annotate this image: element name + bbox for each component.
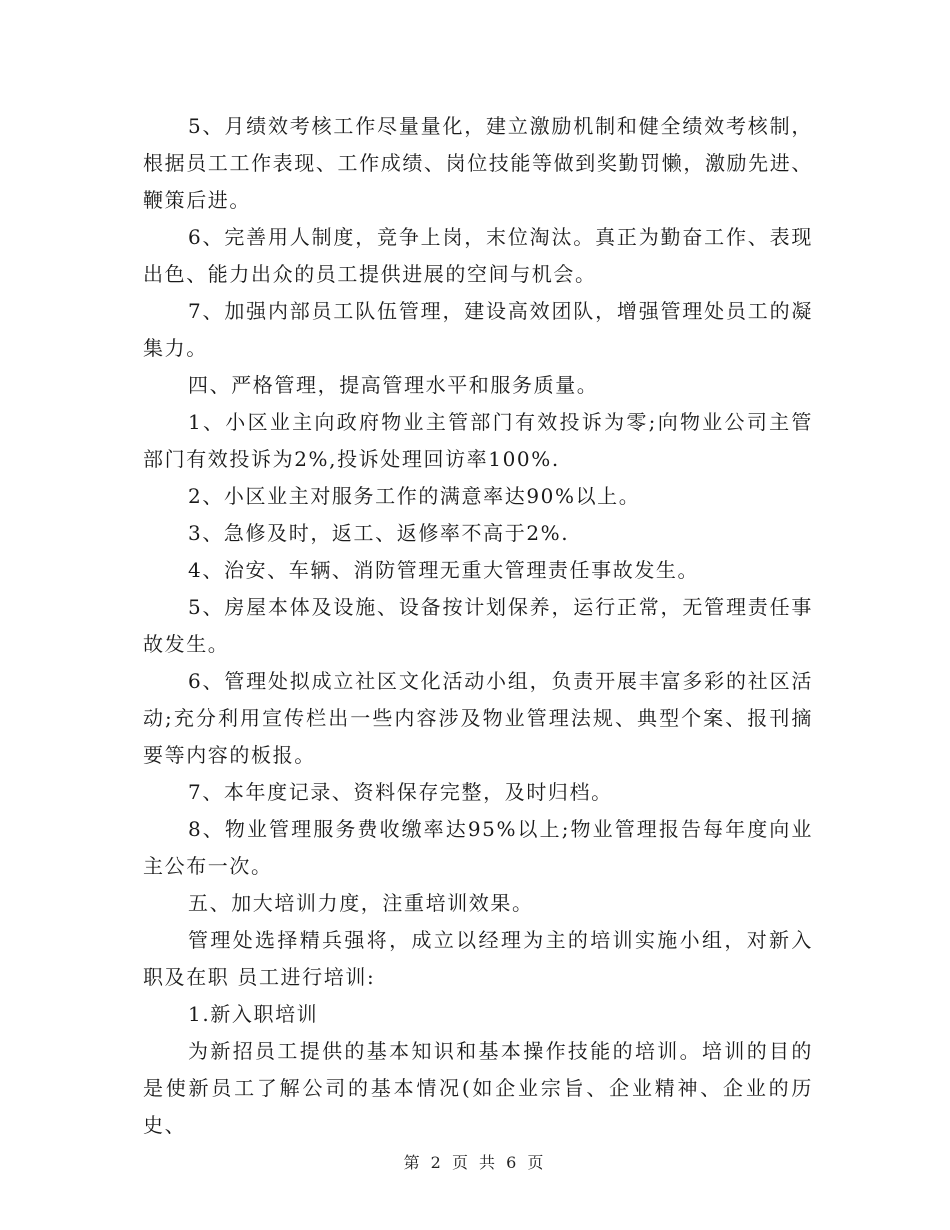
paragraph: 4、治安、车辆、消防管理无重大管理责任事故发生。	[188, 558, 700, 582]
page-number-footer: 第 2 页 共 6 页	[403, 1153, 547, 1172]
paragraph: 5、月绩效考核工作尽量量化，建立激励机制和健全绩效考核制，根据员工工作表现、工作成绩、岗位技能等做到奖勤罚懒，激励先进、鞭策后进。	[143, 114, 813, 212]
paragraph: 5、房屋本体及设施、设备按计划保养，运行正常，无管理责任事故发生。	[143, 595, 813, 656]
paragraph: 6、管理处拟成立社区文化活动小组，负责开展丰富多彩的社区活动;充分利用宣传栏出一些内容涉及物业管理法规、典型个案、报刊摘要等内容的板报。	[143, 669, 813, 767]
document-body	[143, 108, 813, 1144]
section-heading: 四、严格管理，提高管理水平和服务质量。	[188, 373, 599, 397]
paragraph: 1、小区业主向政府物业主管部门有效投诉为零;向物业公司主管部门有效投诉为2%,投诉处理回访率100%.	[143, 410, 813, 471]
paragraph: 3、急修及时，返工、返修率不高于2%.	[188, 521, 570, 545]
paragraph: 8、物业管理服务费收缴率达95%以上;物业管理报告每年度向业主公布一次。	[143, 817, 813, 878]
section-heading: 五、加大培训力度，注重培训效果。	[188, 891, 534, 915]
paragraph: 7、本年度记录、资料保存完整，及时归档。	[188, 780, 613, 804]
paragraph: 7、加强内部员工队伍管理，建设高效团队，增强管理处员工的凝集力。	[143, 299, 813, 360]
paragraph: 为新招员工提供的基本知识和基本操作技能的培训。培训的目的是使新员工了解公司的基本情况(如企业宗旨、企业精神、企业的历史、	[143, 1039, 813, 1137]
subsection-heading: 1.新入职培训	[188, 1002, 319, 1026]
paragraph: 6、完善用人制度，竞争上岗，末位淘汰。真正为勤奋工作、表现出色、能力出众的员工提供进展的空间与机会。	[143, 225, 813, 286]
paragraph: 管理处选择精兵强将，成立以经理为主的培训实施小组，对新入职及在职 员工进行培训:	[143, 928, 813, 989]
paragraph: 2、小区业主对服务工作的满意率达90%以上。	[188, 484, 641, 508]
